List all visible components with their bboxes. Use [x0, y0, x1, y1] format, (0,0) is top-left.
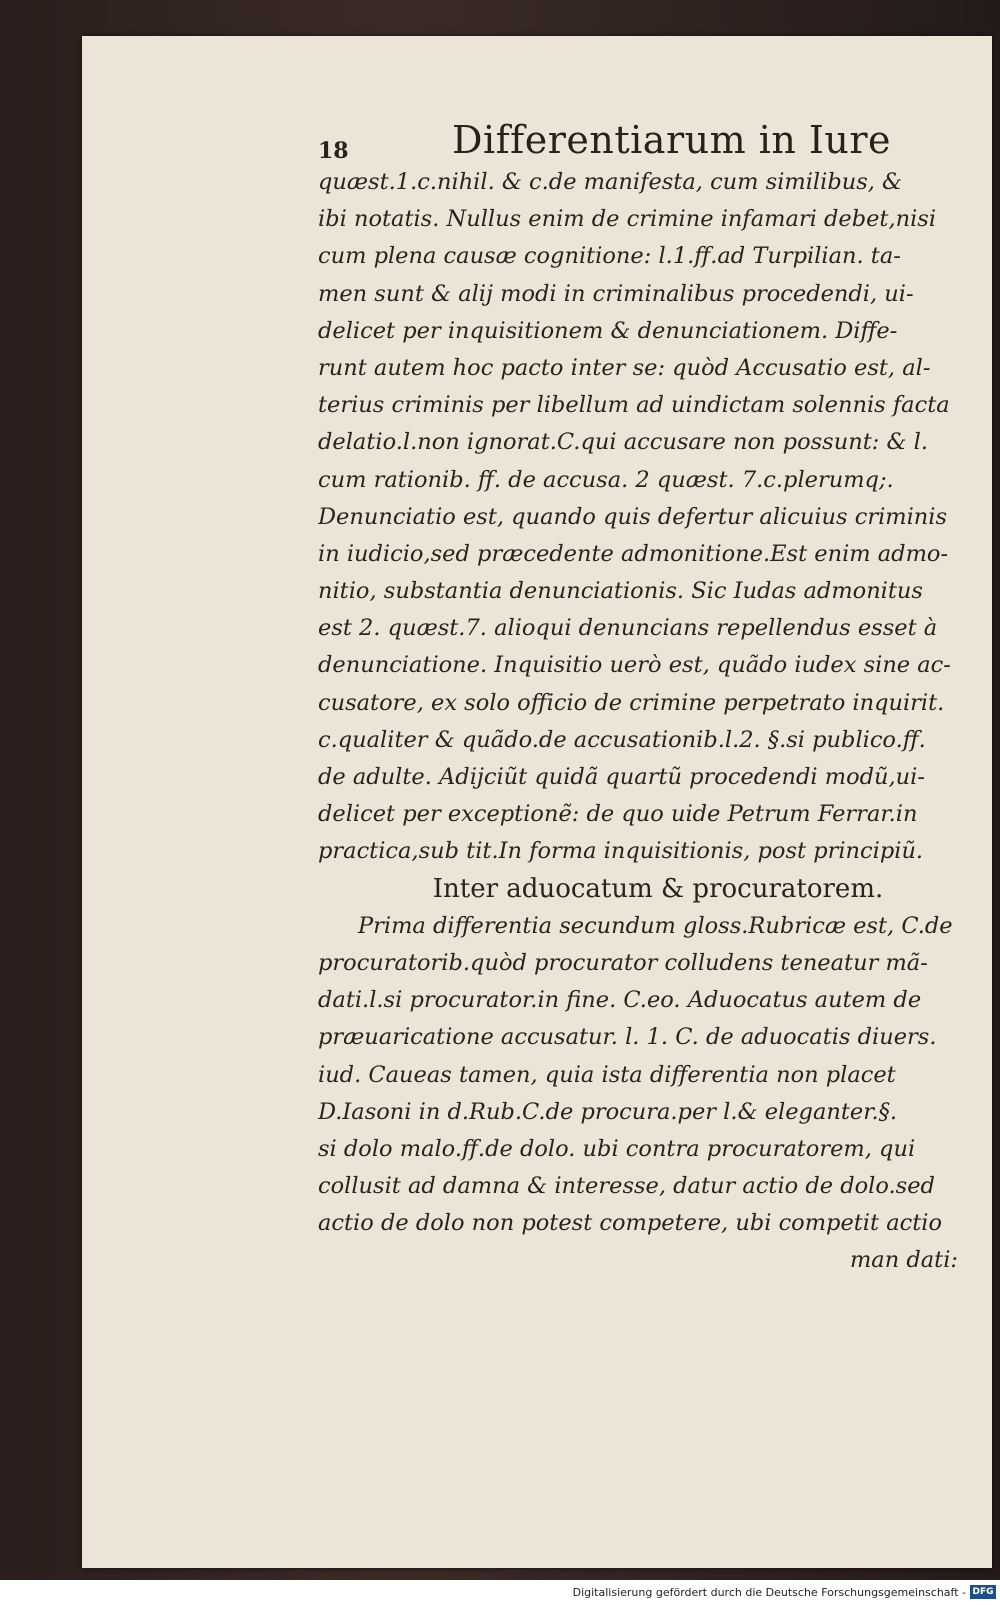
- body-text: [318, 164, 958, 1280]
- page-number: 18: [318, 138, 349, 164]
- text-line: denunciatione. Inquisitio uerò est, quãdo iudex sine ac-: [318, 652, 951, 679]
- text-line: delatio.l.non ignorat.C.qui accusare non possunt: & l.: [318, 429, 929, 456]
- text-line: præuaricatione accusatur. l. 1. C. de aduocatis diuers.: [318, 1024, 937, 1051]
- text-line: de adulte. Adijciũt quidã quartũ procedendi modũ,ui-: [318, 764, 925, 790]
- text-line: cum plena causæ cognitione: l.1.ff.ad Turpilian. ta-: [318, 243, 901, 270]
- text-line: Denunciatio est, quando quis defertur alicuius criminis: [318, 503, 948, 530]
- catchword: man dati:: [849, 1247, 958, 1274]
- text-line: actio de dolo non potest competere, ubi competit actio: [318, 1210, 943, 1237]
- text-line: iud. Caueas tamen, quia ista differentia non placet: [318, 1061, 896, 1088]
- text-line: Prima differentia secundum gloss.Rubricæ est, C.de: [358, 912, 953, 939]
- text-line: est 2. quæst.7. alioqui denuncians repellendus esset à: [318, 615, 938, 642]
- text-line: nitio, substantia denunciationis. Sic Iudas admonitus: [318, 578, 923, 605]
- text-line: c.qualiter & quãdo.de accusationib.l.2. §.si publico.ff.: [318, 726, 926, 753]
- text-line: collusit ad damna & interesse, datur actio de dolo.sed: [318, 1173, 935, 1200]
- text-line: procuratorib.quòd procurator colludens teneatur mã-: [318, 949, 928, 976]
- text-line: ibi notatis. Nullus enim de crimine infamari debet,nisi: [318, 206, 937, 233]
- running-title: Differentiarum in Iure: [452, 118, 892, 162]
- text-line: practica,sub tit.In forma inquisitionis, post principiũ.: [318, 838, 924, 865]
- dfg-logo: DFG: [970, 1585, 996, 1599]
- section-heading: Inter aduocatum & procuratorem.: [432, 873, 884, 904]
- text-line: in iudicio,sed præcedente admonitione.Est enim admo-: [318, 540, 949, 567]
- text-line: cum rationib. ff. de accusa. 2 quæst. 7.c.plerumq;.: [318, 466, 894, 493]
- text-line: delicet per exceptionẽ: de quo uide Petrum Ferrar.in: [318, 801, 918, 828]
- text-line: delicet per inquisitionem & denunciationem. Diffe-: [318, 317, 898, 344]
- text-line: D.Iasoni in d.Rub.C.de procura.per l.& eleganter.§.: [318, 1098, 898, 1125]
- footer-credit: Digitalisierung gefördert durch die Deutsche Forschungsgemeinschaft -: [572, 1586, 966, 1599]
- text-line: cusatore, ex solo officio de crimine perpetrato inquirit.: [318, 689, 945, 716]
- footer-bar: [0, 1580, 1000, 1607]
- text-line: terius criminis per libellum ad uindictam solennis facta: [318, 392, 950, 419]
- text-line: si dolo malo.ff.de dolo. ubi contra procuratorem, qui: [318, 1135, 916, 1162]
- page-header: [318, 118, 892, 168]
- text-line: runt autem hoc pacto inter se: quòd Accusatio est, al-: [318, 354, 931, 381]
- text-line: men sunt & alij modi in criminalibus procedendi, ui-: [318, 280, 914, 307]
- text-line: dati.l.si procurator.in fine. C.eo. Aduocatus autem de: [318, 987, 922, 1014]
- text-line: quæst.1.c.nihil. & c.de manifesta, cum similibus, &: [318, 169, 903, 195]
